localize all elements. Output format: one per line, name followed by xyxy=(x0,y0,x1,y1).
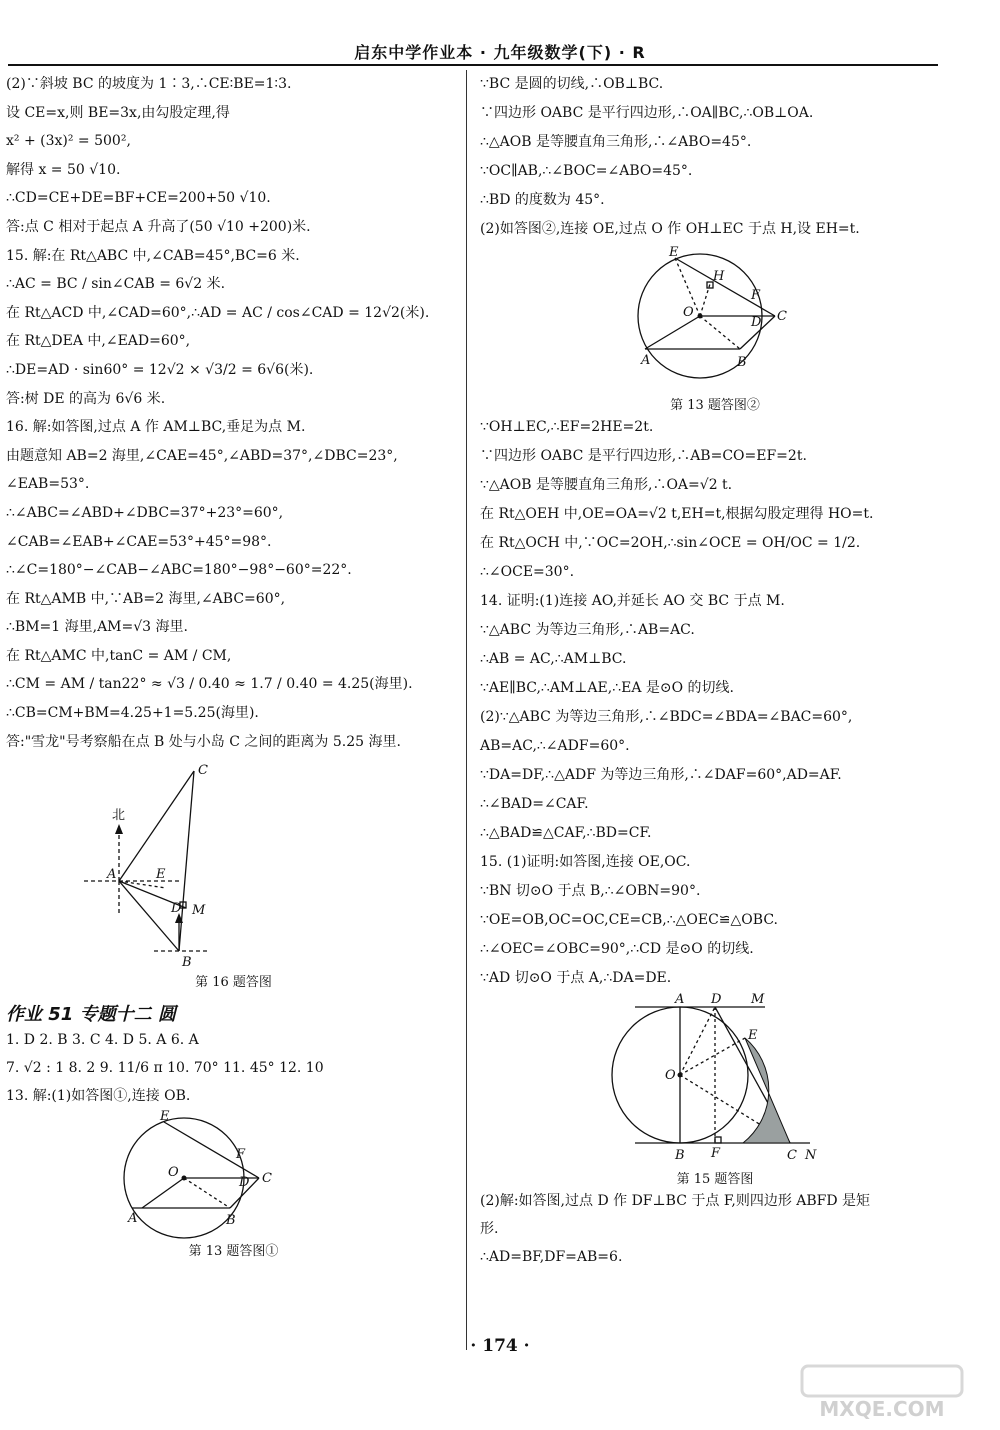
svg-text:E: E xyxy=(748,1028,758,1043)
text-line: 13. 解:(1)如答图①,连接 OB. xyxy=(6,1088,191,1105)
text-line: 7. √2 : 1 8. 2 9. 11/6 π 10. 70° 11. 45° 12. 10 xyxy=(6,1060,324,1077)
svg-text:MXQE.COM: MXQE.COM xyxy=(819,1397,945,1421)
svg-text:B: B xyxy=(181,955,192,971)
svg-text:M: M xyxy=(191,903,205,919)
text-line: (2)∵△ABC 为等边三角形,∴∠BDC=∠BDA=∠BAC=60°, xyxy=(480,709,853,725)
figure-13-1 xyxy=(6,1110,461,1259)
text-line: 15. (1)证明:如答图,连接 OE,OC. xyxy=(480,854,691,870)
svg-text:D: D xyxy=(711,993,722,1007)
text-line: ∴∠ABC=∠ABD+∠DBC=37°+23°=60°, xyxy=(6,504,284,521)
text-line: ∵BN 切⊙O 于点 B,∴∠OBN=90°. xyxy=(480,883,701,899)
svg-text:F: F xyxy=(235,1147,245,1163)
figure-16-caption: 第 16 题答图 xyxy=(195,975,272,991)
svg-text:D: D xyxy=(170,901,181,917)
shaded-region xyxy=(743,1038,790,1143)
left-text-block-2 xyxy=(6,1026,461,1110)
north-arrow xyxy=(115,824,123,834)
text-line: ∵DA=DF,∴△ADF 为等边三角形,∴∠DAF=60°,AD=AF. xyxy=(480,767,842,783)
text-line: 答:点 C 相对于起点 A 升高了(50 √10 +200)米. xyxy=(6,218,311,235)
line-AC xyxy=(119,771,194,881)
svg-text:A: A xyxy=(127,1211,137,1227)
svg-text:B: B xyxy=(675,1148,685,1163)
text-line: ∵△AOB 是等腰直角三角形,∴OA=√2 t. xyxy=(480,477,733,493)
svg-text:O: O xyxy=(167,1165,179,1181)
text-line: ∴CM = AM / tan22° ≈ √3 / 0.40 ≈ 1.7 / 0.40 = 4.25(海里). xyxy=(6,676,413,693)
svg-text:F: F xyxy=(711,1146,721,1161)
section-title: 作业 51 专题十二 圆 xyxy=(6,1004,176,1026)
text-line: ∵四边形 OABC 是平行四边形,∴AB=CO=EF=2t. xyxy=(480,448,807,464)
watermark-logo xyxy=(782,1362,982,1422)
right-text-block-1 xyxy=(480,70,950,244)
text-line: x² + (3x)² = 500², xyxy=(6,133,131,150)
page-number: · 174 · xyxy=(470,1336,530,1356)
text-line: ∵△ABC 为等边三角形,∴AB=AC. xyxy=(480,622,695,638)
text-line: 答:"雪龙"号考察船在点 B 处与小岛 C 之间的距离为 5.25 海里. xyxy=(6,733,401,750)
svg-text:C: C xyxy=(261,1171,272,1187)
right-text-block-2 xyxy=(480,413,950,993)
right-column xyxy=(480,70,950,1271)
text-line: ∴CB=CM+BM=4.25+1=5.25(海里). xyxy=(6,705,259,722)
text-line: ∵BC 是圆的切线,∴OB⊥BC. xyxy=(480,76,664,92)
figure-16-diagram xyxy=(84,756,384,971)
figure-13-1-diagram xyxy=(84,1110,384,1240)
svg-text:O: O xyxy=(665,1068,676,1083)
text-line: 形. xyxy=(480,1221,499,1237)
text-line: ∠EAB=53°. xyxy=(6,476,90,493)
svg-text:E: E xyxy=(669,245,679,260)
text-line: ∴BD 的度数为 45°. xyxy=(480,192,605,208)
left-column xyxy=(6,70,461,1259)
figure-16 xyxy=(6,756,461,990)
svg-text:C: C xyxy=(787,1148,797,1163)
line-BC xyxy=(179,771,194,951)
svg-text:B: B xyxy=(737,355,747,370)
svg-text:H: H xyxy=(713,269,725,284)
svg-text:O: O xyxy=(683,305,694,320)
text-line: 解得 x = 50 √10. xyxy=(6,161,121,178)
text-line: ∴BM=1 海里,AM=√3 海里. xyxy=(6,619,188,636)
figure-13-2-caption: 第 13 题答图② xyxy=(670,398,760,413)
text-line: 16. 解:如答图,过点 A 作 AM⊥BC,垂足为点 M. xyxy=(6,419,306,436)
svg-text:C: C xyxy=(777,309,787,324)
text-line: ∵AD 切⊙O 于点 A,∴DA=DE. xyxy=(480,970,672,986)
figure-13-2-diagram xyxy=(565,244,865,394)
left-text-block-1 xyxy=(6,70,461,756)
text-line: ∴∠OEC=∠OBC=90°,∴CD 是⊙O 的切线. xyxy=(480,941,754,957)
svg-text:E: E xyxy=(159,1110,169,1125)
column-divider xyxy=(466,70,467,1350)
svg-text:B: B xyxy=(225,1213,236,1229)
svg-text:A: A xyxy=(641,353,651,368)
text-line: (2)如答图②,连接 OE,过点 O 作 OH⊥EC 于点 H,设 EH=t. xyxy=(480,221,860,237)
text-line: ∵四边形 OABC 是平行四边形,∴OA∥BC,∴OB⊥OA. xyxy=(480,105,814,121)
svg-text:E: E xyxy=(155,867,165,883)
label-north: 北 xyxy=(111,808,125,824)
figure-13-2 xyxy=(480,244,950,413)
text-line: 在 Rt△ACD 中,∠CAD=60°,∴AD = AC / cos∠CAD = 12√2(米). xyxy=(6,304,430,321)
figure-15 xyxy=(480,993,950,1187)
text-line: ∴∠C=180°−∠CAB−∠ABC=180°−98°−60°=22°. xyxy=(6,562,352,579)
text-line: 在 Rt△OCH 中,∵OC=2OH,∴sin∠OCE = OH/OC = 1/2. xyxy=(480,535,861,551)
line-AB xyxy=(119,881,179,951)
text-line: ∴∠BAD=∠CAF. xyxy=(480,796,589,812)
text-line: ∴AD=BF,DF=AB=6. xyxy=(480,1249,623,1265)
text-line: 15. 解:在 Rt△ABC 中,∠CAB=45°,BC=6 米. xyxy=(6,247,300,264)
text-line: ∠CAB=∠EAB+∠CAE=53°+45°=98°. xyxy=(6,533,272,550)
header-rule xyxy=(8,64,938,66)
svg-text:A: A xyxy=(106,867,116,883)
svg-text:F: F xyxy=(751,288,761,303)
text-line: 在 Rt△AMC 中,tanC = AM / CM, xyxy=(6,647,232,664)
svg-text:N: N xyxy=(805,1148,817,1163)
text-line: ∴CD=CE+DE=BF+CE=200+50 √10. xyxy=(6,190,271,207)
text-line: 在 Rt△AMB 中,∵AB=2 海里,∠ABC=60°, xyxy=(6,590,286,607)
svg-text:D: D xyxy=(238,1175,249,1191)
figure-15-diagram xyxy=(565,993,865,1168)
text-line: (2)解:如答图,过点 D 作 DF⊥BC 于点 F,则四边形 ABFD 是矩 xyxy=(480,1193,871,1209)
svg-text:C: C xyxy=(197,763,208,779)
text-line: 14. 证明:(1)连接 AO,并延长 AO 交 BC 于点 M. xyxy=(480,593,785,609)
text-line: 设 CE=x,则 BE=3x,由勾股定理,得 xyxy=(6,104,230,121)
text-line: ∴AC = BC / sin∠CAB = 6√2 米. xyxy=(6,276,226,293)
text-line: ∴△BAD≌△CAF,∴BD=CF. xyxy=(480,825,652,841)
text-line: 1. D 2. B 3. C 4. D 5. A 6. A xyxy=(6,1032,199,1049)
text-line: 由题意知 AB=2 海里,∠CAE=45°,∠ABD=37°,∠DBC=23°, xyxy=(6,447,398,464)
text-line: 答:树 DE 的高为 6√6 米. xyxy=(6,390,166,407)
text-line: ∴AB = AC,∴AM⊥BC. xyxy=(480,651,627,667)
svg-text:D: D xyxy=(751,315,762,330)
text-line: ∵OC∥AB,∴∠BOC=∠ABO=45°. xyxy=(480,163,693,179)
text-line: ∴DE=AD · sin60° = 12√2 × √3/2 = 6√6(米). xyxy=(6,361,314,378)
text-line: 在 Rt△DEA 中,∠EAD=60°, xyxy=(6,333,191,350)
figure-13-1-caption: 第 13 题答图① xyxy=(188,1244,279,1260)
text-line: 在 Rt△OEH 中,OE=OA=√2 t,EH=t,根据勾股定理得 HO=t. xyxy=(480,506,874,522)
svg-text:M: M xyxy=(751,993,765,1007)
right-text-block-3 xyxy=(480,1187,950,1271)
text-line: AB=AC,∴∠ADF=60°. xyxy=(480,738,630,754)
figure-15-caption: 第 15 题答图 xyxy=(676,1172,754,1187)
text-line: (2)∵斜坡 BC 的坡度为 1∶3,∴CE∶BE=1∶3. xyxy=(6,76,292,92)
svg-text:A: A xyxy=(675,993,685,1007)
text-line: ∵OE=OB,OC=OC,CE=CB,∴△OEC≌△OBC. xyxy=(480,912,778,928)
page-header: 启东中学作业本 · 九年级数学(下) · R xyxy=(354,43,646,62)
text-line: ∵AE∥BC,∴AM⊥AE,∴EA 是⊙O 的切线. xyxy=(480,680,735,696)
text-line: ∴∠OCE=30°. xyxy=(480,564,575,580)
text-line: ∵OH⊥EC,∴EF=2HE=2t. xyxy=(480,419,654,435)
text-line: ∴△AOB 是等腰直角三角形,∴∠ABO=45°. xyxy=(480,134,752,150)
